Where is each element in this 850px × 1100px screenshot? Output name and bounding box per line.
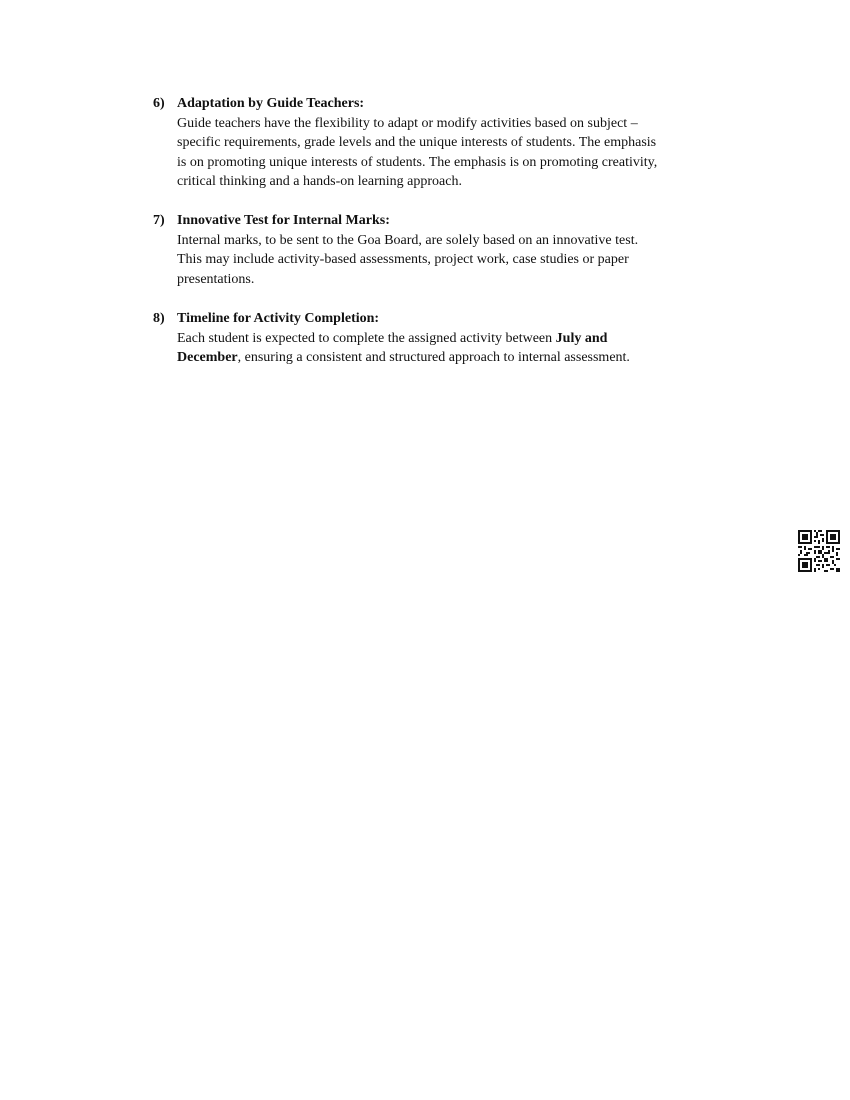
body-line [177, 329, 723, 349]
list-item-8 [153, 309, 723, 368]
item-title: Timeline for Activity Completion: [177, 311, 380, 326]
item-body [177, 329, 723, 368]
item-number: 6) [153, 96, 165, 111]
item-body [177, 114, 723, 192]
item-heading [153, 211, 723, 231]
body-line: Guide teachers have the flexibility to adapt or modify activities based on subject – [177, 115, 638, 131]
item-title: Adaptation by Guide Teachers: [177, 96, 365, 111]
body-text: Each student is expected to complete the assigned activity between [177, 330, 556, 346]
highlight-text: December [177, 350, 238, 365]
body-line: presentations. [177, 271, 255, 287]
item-number: 8) [153, 311, 165, 326]
body-line: Internal marks, to be sent to the Goa Board, are solely based on an innovative test. [177, 232, 639, 248]
body-line [177, 348, 723, 368]
item-heading [153, 309, 723, 329]
body-line: critical thinking and a hands-on learning approach. [177, 174, 462, 189]
qr-code-icon [798, 530, 840, 572]
item-body [177, 231, 723, 290]
body-line: specific requirements, grade levels and the unique interests of students. The emphasis [177, 135, 657, 150]
body-line: This may include activity-based assessments, project work, case studies or paper [177, 252, 629, 267]
item-heading [153, 94, 723, 114]
body-line: is on promoting unique interests of students. The emphasis is on promoting creativity, [177, 154, 658, 170]
item-number: 7) [153, 213, 165, 228]
list-item-7 [153, 211, 723, 289]
body-text: , ensuring a consistent and structured approach to internal assessment. [237, 350, 630, 365]
item-title: Innovative Test for Internal Marks: [177, 213, 390, 228]
highlight-text: July and [555, 330, 608, 346]
list-item-6 [153, 94, 723, 192]
